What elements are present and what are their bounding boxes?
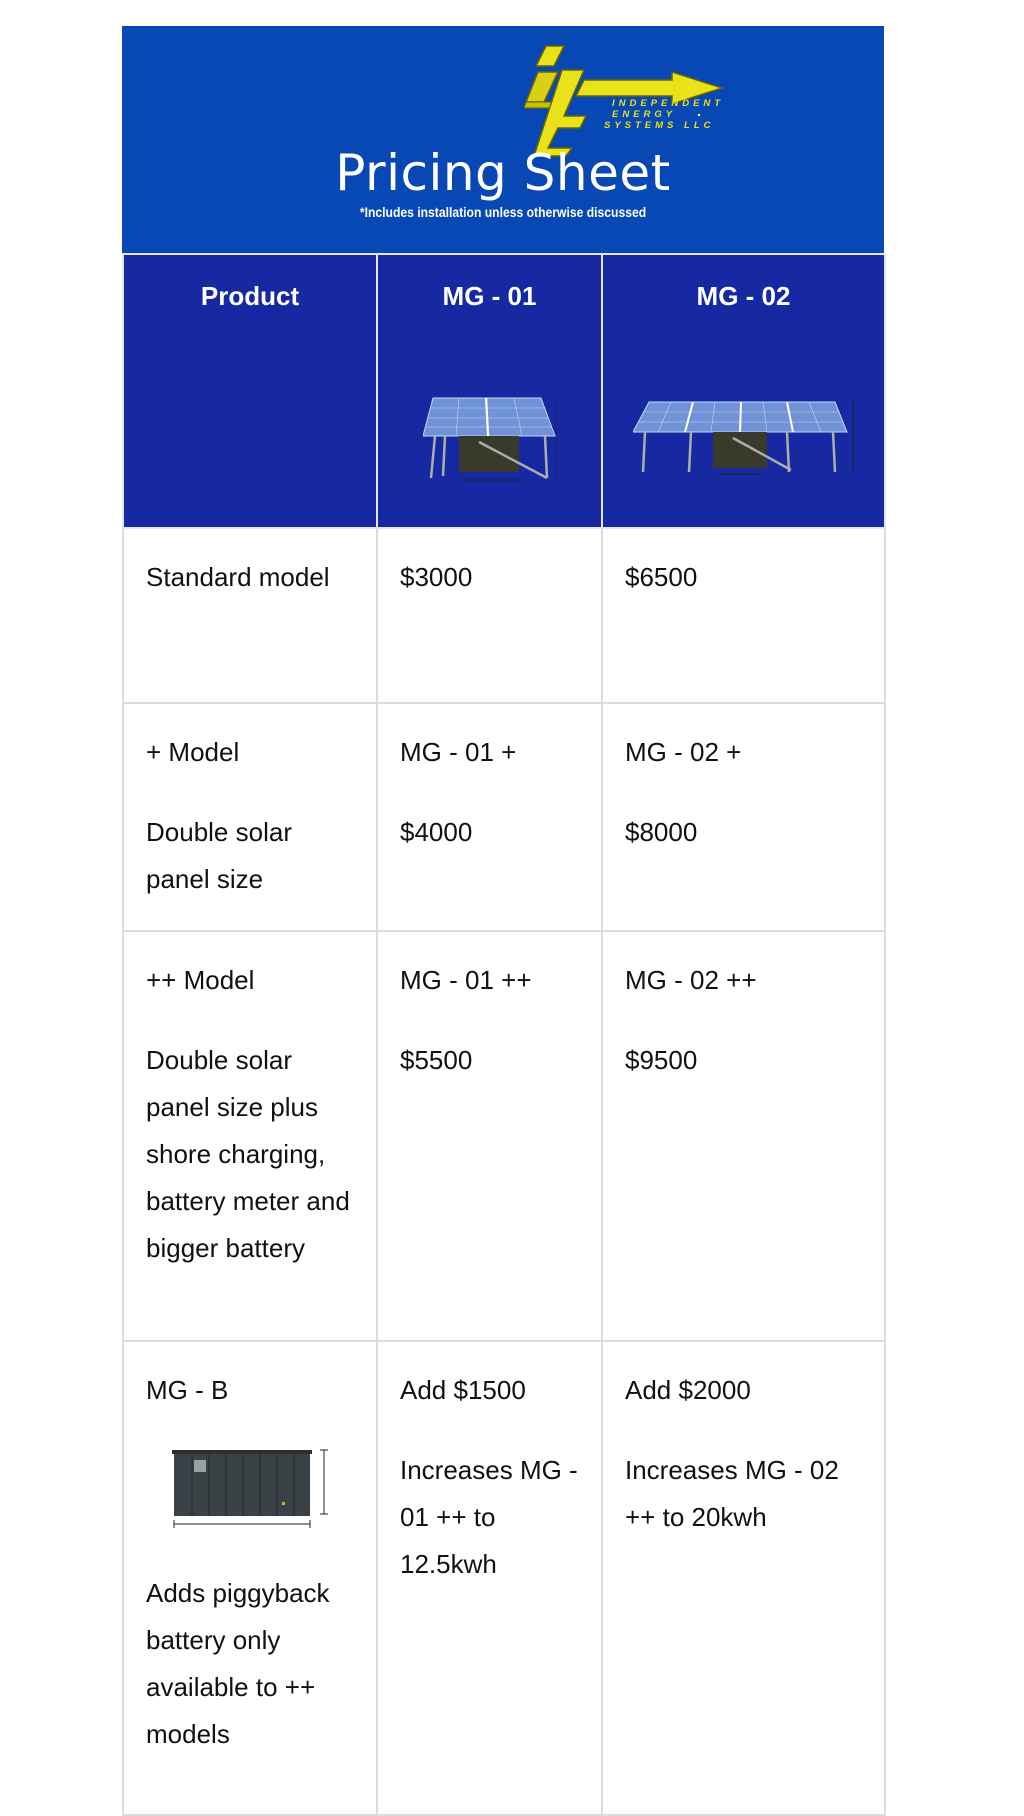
table-header-row xyxy=(123,254,885,528)
banner-dot xyxy=(698,114,700,116)
mg01-solar-panel-image xyxy=(423,396,557,484)
cell-mg02 xyxy=(602,703,885,931)
cell-product xyxy=(123,931,377,1341)
mg01-model: MG - 01 ++ xyxy=(400,965,532,995)
cell-mg02 xyxy=(602,528,885,703)
mg01-price: $4000 xyxy=(400,817,473,847)
cell-product xyxy=(123,1341,377,1815)
page-title: Pricing Sheet xyxy=(335,144,671,202)
table-row-plus-plus xyxy=(123,931,885,1341)
product-name: Standard model xyxy=(146,562,330,592)
pricing-table xyxy=(122,253,886,1816)
header-mg02-label: MG - 02 xyxy=(696,281,791,311)
mg01-capacity-note: Increases MG - 01 ++ to 12.5kwh xyxy=(400,1455,578,1579)
header-product-label: Product xyxy=(200,281,300,311)
mg02-price: $9500 xyxy=(625,1045,698,1075)
mg01-model: MG - 01 + xyxy=(400,737,517,767)
cell-mg01 xyxy=(377,528,602,703)
table-row-mg-b xyxy=(123,1341,885,1815)
mg02-model: MG - 02 ++ xyxy=(625,965,757,995)
header-mg01-label: MG - 01 xyxy=(442,281,537,311)
product-description: Double solar panel size xyxy=(146,817,292,894)
product-description: Double solar panel size plus shore charging, battery meter and bigger battery xyxy=(146,1045,350,1263)
cell-mg01 xyxy=(377,1341,602,1815)
cell-product xyxy=(123,528,377,703)
header-product xyxy=(123,254,377,528)
header-mg02 xyxy=(602,254,885,528)
pricing-sheet xyxy=(122,26,884,1816)
product-name: ++ Model xyxy=(146,965,255,995)
mg02-capacity-note: Increases MG - 02 ++ to 20kwh xyxy=(625,1455,839,1532)
product-description: Adds piggyback battery only available to ++ models xyxy=(146,1578,330,1749)
cell-mg01 xyxy=(377,931,602,1341)
cell-product xyxy=(123,703,377,931)
logo-wordmark xyxy=(604,98,725,131)
mg02-price: $6500 xyxy=(625,562,698,592)
mg02-price: $8000 xyxy=(625,817,698,847)
product-name: + Model xyxy=(146,737,240,767)
header-mg01 xyxy=(377,254,602,528)
header-banner xyxy=(122,26,884,253)
logo-line-3: SYSTEMS LLC xyxy=(604,120,715,131)
product-name: MG - B xyxy=(146,1375,229,1405)
mg01-price: $3000 xyxy=(400,562,473,592)
logo-line-2: ENERGY xyxy=(612,109,677,120)
page-subtitle: *Includes installation unless otherwise discussed xyxy=(359,205,647,220)
mg02-solar-panel-image xyxy=(633,400,855,478)
battery-box-image xyxy=(172,1448,328,1530)
mg02-price: Add $2000 xyxy=(625,1375,751,1405)
table-row-plus xyxy=(123,703,885,931)
cell-mg01 xyxy=(377,703,602,931)
cell-mg02 xyxy=(602,931,885,1341)
table-row-standard xyxy=(123,528,885,703)
cell-mg02 xyxy=(602,1341,885,1815)
mg01-price: $5500 xyxy=(400,1045,473,1075)
mg01-price: Add $1500 xyxy=(400,1375,526,1405)
logo-line-1: INDEPENDENT xyxy=(612,98,725,109)
mg02-model: MG - 02 + xyxy=(625,737,742,767)
